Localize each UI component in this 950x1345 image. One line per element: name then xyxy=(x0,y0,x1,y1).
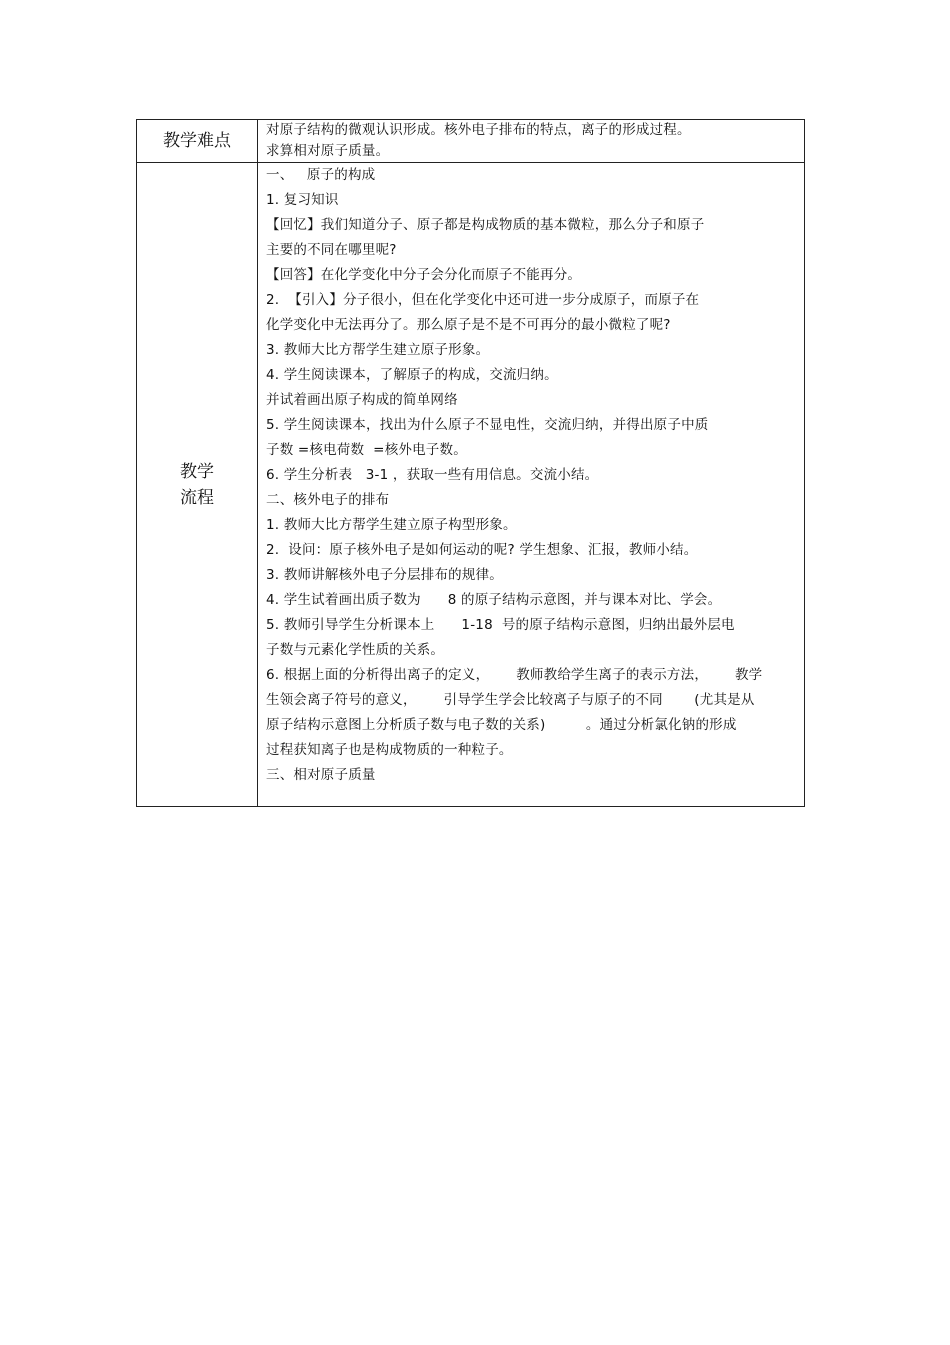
section-heading: 二、核外电子的排布 xyxy=(266,492,390,508)
section-heading: 三、相对原子质量 xyxy=(266,767,376,783)
process-step: 5. 学生阅读课本，找出为什么原子不显电性，交流归纳，并得出原子中质 xyxy=(266,417,709,433)
teaching-difficulty-label: 教学难点 xyxy=(163,131,231,151)
teaching-difficulty-row xyxy=(137,120,805,163)
teaching-process-label-cell xyxy=(137,163,258,807)
process-step: 子数 =核电荷数 =核外电子数。 xyxy=(266,442,467,458)
process-step: 【回答】在化学变化中分子会分化而原子不能再分。 xyxy=(266,267,582,283)
teaching-difficulty-label-cell xyxy=(137,120,258,163)
process-step: 并试着画出原子构成的简单网络 xyxy=(266,392,458,408)
process-step: 化学变化中无法再分了。那么原子是不是不可再分的最小微粒了呢? xyxy=(266,317,671,333)
process-step: 2. 【引入】分子很小，但在化学变化中还可进一步分成原子，而原子在 xyxy=(266,292,700,308)
process-step: 过程获知离子也是构成物质的一种粒子。 xyxy=(266,742,513,758)
process-step: 【回忆】我们知道分子、原子都是构成物质的基本微粒，那么分子和原子 xyxy=(266,217,705,233)
teaching-difficulty-content xyxy=(258,120,805,163)
section-heading: 一、 原子的构成 xyxy=(266,167,376,183)
process-step: 生领会离子符号的意义， 引导学生学会比较离子与原子的不同 (尤其是从 xyxy=(266,692,755,708)
process-step: 1. 复习知识 xyxy=(266,192,339,208)
process-step: 3. 教师大比方帮学生建立原子形象。 xyxy=(266,342,490,358)
process-step: 5. 教师引导学生分析课本上 1-18 号的原子结构示意图，归纳出最外层电 xyxy=(266,617,735,633)
teaching-process-label-line2: 流程 xyxy=(180,487,214,508)
process-step: 原子结构示意图上分析质子数与电子数的关系) 。通过分析氯化钠的形成 xyxy=(266,717,737,733)
difficulty-line: 求算相对原子质量。 xyxy=(266,143,390,159)
process-step: 主要的不同在哪里呢? xyxy=(266,242,397,258)
difficulty-line: 对原子结构的微观认识形成。核外电子排布的特点，离子的形成过程。 xyxy=(266,122,691,138)
process-step: 1. 教师大比方帮学生建立原子构型形象。 xyxy=(266,517,517,533)
process-step: 2. 设问：原子核外电子是如何运动的呢? 学生想象、汇报，教师小结。 xyxy=(266,542,698,558)
process-step: 子数与元素化学性质的关系。 xyxy=(266,642,445,658)
process-step: 3. 教师讲解核外电子分层排布的规律。 xyxy=(266,567,503,583)
process-step: 4. 学生阅读课本，了解原子的构成，交流归纳。 xyxy=(266,367,558,383)
lesson-plan-table xyxy=(136,119,805,807)
process-step: 4. 学生试着画出质子数为 8 的原子结构示意图，并与课本对比、学会。 xyxy=(266,592,722,608)
process-step: 6. 根据上面的分析得出离子的定义， 教师教给学生离子的表示方法， 教学 xyxy=(266,667,763,683)
teaching-process-label-line1: 教学 xyxy=(180,461,214,482)
teaching-process-content xyxy=(258,163,805,807)
teaching-process-row xyxy=(137,163,805,807)
process-step: 6. 学生分析表 3-1 ，获取一些有用信息。交流小结。 xyxy=(266,467,599,483)
